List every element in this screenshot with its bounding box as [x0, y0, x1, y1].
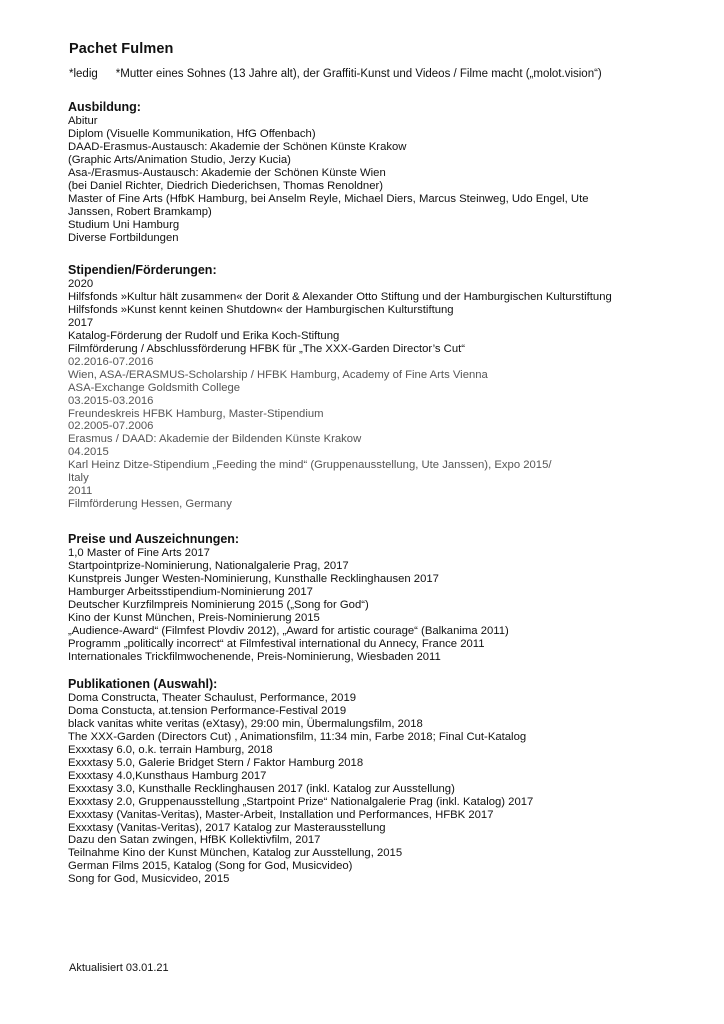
list-item: Exxxtasy 2.0, Gruppenausstellung „Startpoint Prize“ Nationalgalerie Prag (inkl. Katalog) 2017: [68, 795, 534, 808]
list-item: Erasmus / DAAD: Akademie der Bildenden Künste Krakow: [68, 433, 362, 446]
list-item: Asa-/Erasmus-Austausch: Akademie der Schönen Künste Wien: [68, 166, 386, 179]
section-heading-stipendien: Stipendien/Förderungen:: [68, 263, 217, 277]
list-item: Karl Heinz Ditze-Stipendium „Feeding the mind“ (Gruppenausstellung, Ute Janssen), Expo 2015/: [68, 459, 552, 472]
list-item: ASA-Exchange Goldsmith College: [68, 381, 241, 394]
list-item: Internationales Trickfilmwochenende, Preis-Nominierung, Wiesbaden 2011: [68, 650, 441, 663]
list-item: Janssen, Robert Bramkamp): [68, 205, 212, 218]
section-preise: [68, 532, 509, 664]
list-item: (bei Daniel Richter, Diedrich Diederichsen, Thomas Renoldner): [68, 179, 383, 192]
list-item: 2017: [68, 316, 94, 329]
list-item: Hamburger Arbeitsstipendium-Nominierung 2017: [68, 585, 313, 598]
list-item: Doma Constructa, Theater Schaulust, Performance, 2019: [68, 692, 357, 704]
list-item: Wien, ASA-/ERASMUS-Scholarship / HFBK Hamburg, Academy of Fine Arts Vienna: [68, 368, 488, 381]
list-item: Filmförderung Hessen, Germany: [68, 498, 232, 511]
list-item: Exxxtasy 5.0, Galerie Bridget Stern / Faktor Hamburg 2018: [68, 756, 364, 769]
list-item: Diplom (Visuelle Kommunikation, HfG Offenbach): [68, 127, 316, 140]
ausbildung-list: [68, 115, 589, 245]
section-ausbildung: [68, 100, 589, 245]
preise-list: [68, 547, 509, 664]
list-item: Teilnahme Kino der Kunst München, Katalog zur Ausstellung, 2015: [68, 847, 403, 860]
marital-status: *ledig: [69, 68, 98, 80]
list-item: (Graphic Arts/Animation Studio, Jerzy Kucia): [68, 153, 291, 166]
list-item: Filmförderung / Abschlussförderung HFBK für „The XXX-Garden Director’s Cut“: [68, 342, 466, 355]
list-item: Exxxtasy 4.0,Kunsthaus Hamburg 2017: [68, 769, 267, 782]
list-item: „Audience-Award“ (Filmfest Plovdiv 2012), „Award for artistic courage“ (Balkanima 2011): [68, 624, 509, 637]
list-item: 03.2015-03.2016: [68, 394, 154, 407]
section-heading-preise: Preise und Auszeichnungen:: [68, 532, 240, 546]
list-item: 1,0 Master of Fine Arts 2017: [68, 547, 210, 559]
publikationen-list: [68, 692, 533, 886]
list-item: Master of Fine Arts (HfbK Hamburg, bei Anselm Reyle, Michael Diers, Marcus Steinweg, Udo Engel, Ute: [68, 192, 589, 205]
list-item: Hilfsfonds »Kunst kennt keinen Shutdown« der Hamburgischen Kulturstiftung: [68, 303, 454, 316]
list-item: Song for God, Musicvideo, 2015: [68, 873, 230, 886]
list-item: Kunstpreis Junger Westen-Nominierung, Kunsthalle Recklinghausen 2017: [68, 572, 439, 585]
list-item: Kino der Kunst München, Preis-Nominierung 2015: [68, 611, 320, 624]
list-item: German Films 2015, Katalog (Song for God, Musicvideo): [68, 860, 353, 873]
stipendien-list: [68, 278, 612, 511]
list-item: Exxxtasy (Vanitas-Veritas), Master-Arbeit, Installation und Performances, HFBK 2017: [68, 808, 494, 821]
list-item: Freundeskreis HFBK Hamburg, Master-Stipendium: [68, 407, 324, 420]
list-item: Abitur: [68, 115, 98, 127]
list-item: 02.2005-07.2006: [68, 420, 154, 433]
section-heading-ausbildung: Ausbildung:: [68, 100, 141, 114]
personal-status: [69, 68, 602, 80]
section-stipendien: [68, 263, 612, 511]
section-publikationen: [68, 677, 533, 886]
list-item: 04.2015: [68, 446, 109, 459]
list-item: Katalog-Förderung der Rudolf und Erika Koch-Stiftung: [68, 329, 340, 342]
list-item: Doma Constucta, at.tension Performance-Festival 2019: [68, 704, 347, 717]
list-item: Exxxtasy 3.0, Kunsthalle Recklinghausen 2017 (inkl. Katalog zur Ausstellung): [68, 782, 455, 795]
list-item: 2020: [68, 278, 94, 290]
list-item: Startpointprize-Nominierung, Nationalgalerie Prag, 2017: [68, 559, 349, 572]
list-item: DAAD-Erasmus-Austausch: Akademie der Schönen Künste Krakow: [68, 140, 407, 153]
list-item: The XXX-Garden (Directors Cut) , Animationsfilm, 11:34 min, Farbe 2018; Final Cut-Katalog: [68, 730, 527, 743]
list-item: 02.2016-07.2016: [68, 355, 154, 368]
section-heading-publikationen: Publikationen (Auswahl):: [68, 677, 218, 691]
list-item: Dazu den Satan zwingen, HfBK Kollektivfilm, 2017: [68, 834, 321, 847]
list-item: Programm „politically incorrect“ at Filmfestival international du Annecy, France 2011: [68, 637, 485, 650]
list-item: Exxxtasy 6.0, o.k. terrain Hamburg, 2018: [68, 743, 273, 756]
list-item: Deutscher Kurzfilmpreis Nominierung 2015 („Song for God“): [68, 598, 369, 611]
updated-date: Aktualisiert 03.01.21: [69, 962, 169, 974]
list-item: 2011: [68, 485, 93, 498]
list-item: Exxxtasy (Vanitas-Veritas), 2017 Katalog zur Masterausstellung: [68, 821, 386, 834]
page-title: Pachet Fulmen: [69, 41, 174, 57]
list-item: Italy: [68, 472, 89, 485]
list-item: Diverse Fortbildungen: [68, 231, 179, 244]
list-item: Studium Uni Hamburg: [68, 218, 180, 231]
list-item: Hilfsfonds »Kultur hält zusammen« der Dorit & Alexander Otto Stiftung und der Hamburgischen Kulturstiftung: [68, 290, 612, 303]
family-note: *Mutter eines Sohnes (13 Jahre alt), der Graffiti-Kunst und Videos / Filme macht („molot.vision“): [115, 68, 602, 80]
list-item: black vanitas white veritas (eXtasy), 29:00 min, Übermalungsfilm, 2018: [68, 717, 423, 730]
